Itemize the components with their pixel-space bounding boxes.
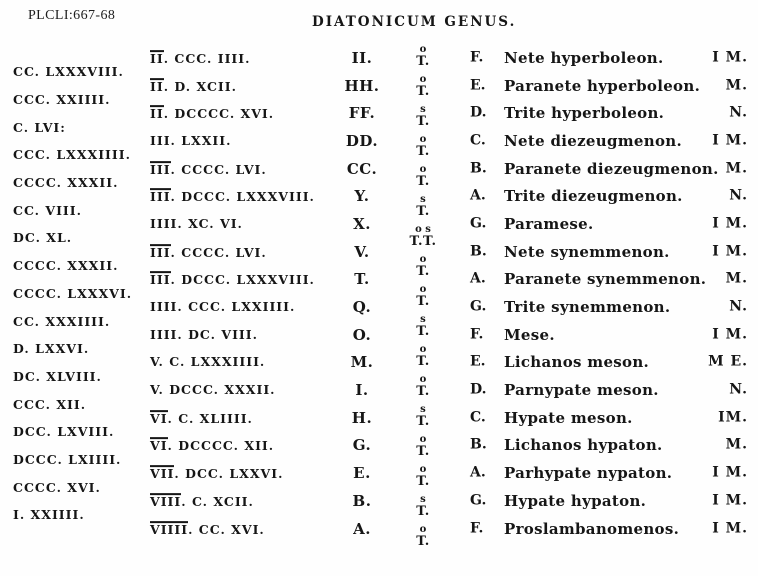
note-name: Parhypate nypaton. <box>504 463 673 482</box>
difference-value: CCCC. XVI. <box>13 479 101 495</box>
point-letter: X. <box>353 214 371 233</box>
interval-marker <box>390 72 456 102</box>
note-letter: B. <box>470 242 487 259</box>
margin-mark: M. <box>725 159 748 176</box>
interval-quality: s <box>420 194 426 205</box>
string-length-value <box>150 105 274 121</box>
string-length-value <box>150 521 265 537</box>
interval-quality: o <box>419 44 427 55</box>
length-overlined-part: VII <box>150 466 175 482</box>
length-rest-part: . C. XCII. <box>181 493 254 509</box>
interval-quality: o <box>419 524 427 535</box>
length-rest-part: . D. XCII. <box>163 78 237 94</box>
string-length-value <box>150 217 243 231</box>
string-length-value <box>150 300 295 314</box>
interval-quality: o <box>419 344 427 355</box>
point-letter: M. <box>350 353 374 372</box>
note-letter: G. <box>470 298 487 315</box>
length-rest-part: . CCC. IIII. <box>163 50 251 66</box>
string-length-value <box>150 188 315 204</box>
length-rest-part: IIII. CCC. LXXIIII. <box>150 299 296 315</box>
margin-mark: IM. <box>718 409 748 426</box>
length-overlined-part: VIII <box>150 493 182 509</box>
length-overlined-part: II <box>150 106 164 122</box>
interval-tone: T. <box>416 354 430 369</box>
margin-mark: M E. <box>708 353 748 370</box>
string-length-value <box>150 438 274 454</box>
point-letter: II. <box>351 48 373 67</box>
interval-quality: s <box>420 404 426 415</box>
note-letter: D. <box>470 381 487 398</box>
point-letter: T. <box>354 270 370 289</box>
length-rest-part: . CC. XVI. <box>188 521 265 537</box>
length-rest-part: . DCCCC. XII. <box>167 438 275 454</box>
note-name: Paranete synemmenon. <box>504 270 707 289</box>
length-rest-part: . DCCCC. XVI. <box>163 106 275 122</box>
length-rest-part: V. C. LXXXIIII. <box>150 354 266 370</box>
note-letter: C. <box>470 409 486 426</box>
margin-mark: I M. <box>712 464 748 481</box>
note-name: Hypate hypaton. <box>504 491 647 510</box>
length-overlined-part: VIIII <box>150 521 189 537</box>
note-name: Hypate meson. <box>504 408 633 427</box>
interval-tone: T. <box>416 84 430 99</box>
note-name: Lichanos hypaton. <box>504 436 663 455</box>
margin-mark: I M. <box>712 132 748 149</box>
point-letter: HH. <box>344 76 380 95</box>
point-letter: Q. <box>352 297 372 316</box>
string-length-value <box>150 161 267 177</box>
note-letter: G. <box>470 215 487 232</box>
interval-tone: T. <box>416 174 430 189</box>
length-overlined-part: III <box>150 161 171 177</box>
interval-tone: T. <box>416 474 430 489</box>
interval-tone: T. <box>416 144 430 159</box>
interval-tone: T. <box>416 294 430 309</box>
point-letter: G. <box>352 436 372 455</box>
length-rest-part: . DCC. LXXVI. <box>174 466 284 482</box>
note-letter: A. <box>470 464 486 481</box>
note-name: Lichanos meson. <box>504 353 650 372</box>
length-rest-part: . DCCC. LXXXVIII. <box>170 272 315 288</box>
length-overlined-part: II <box>150 78 164 94</box>
point-letter: Y. <box>354 187 370 206</box>
note-name: Mese. <box>504 325 555 344</box>
page-title: DIATONICUM GENUS. <box>312 14 517 30</box>
difference-value: I. XXIIII. <box>13 507 85 523</box>
interval-marker <box>390 432 456 462</box>
interval-marker <box>390 402 456 432</box>
interval-marker <box>390 312 456 342</box>
interval-tone: T. <box>416 114 430 129</box>
interval-tone: T. <box>416 414 430 429</box>
difference-value: CC. LXXXVIII. <box>13 64 124 80</box>
difference-value: CCCC. LXXXVI. <box>13 285 133 301</box>
difference-column <box>13 58 132 529</box>
note-letter: F. <box>470 49 484 66</box>
note-name: Trite hyperboleon. <box>504 103 665 122</box>
margin-mark: M. <box>725 270 748 287</box>
difference-value: CCCC. XXXII. <box>13 258 119 274</box>
point-letter: FF. <box>348 103 376 122</box>
interval-marker <box>390 462 456 492</box>
string-length-value <box>150 383 276 397</box>
margin-mark: I M. <box>712 326 748 343</box>
difference-value: CCCC. XXXII. <box>13 175 119 191</box>
note-name: Proslambanomenos. <box>504 519 680 538</box>
point-letter: H. <box>351 408 373 427</box>
note-name: Paramese. <box>504 214 594 233</box>
interval-quality: o <box>419 374 427 385</box>
interval-tone: T.T. <box>409 234 437 249</box>
margin-mark: I M. <box>712 492 748 509</box>
margin-mark: I M. <box>712 242 748 259</box>
note-letter: C. <box>470 132 486 149</box>
interval-quality: s <box>420 494 426 505</box>
string-length-value <box>150 271 315 287</box>
length-rest-part: IIII. XC. VI. <box>150 216 243 232</box>
interval-marker <box>390 342 456 372</box>
interval-tone: T. <box>416 324 430 339</box>
string-length-value <box>150 78 237 94</box>
note-letter: B. <box>470 436 487 453</box>
interval-quality: s <box>420 104 426 115</box>
length-rest-part: V. DCCC. XXXII. <box>150 382 276 398</box>
interval-tone: T. <box>416 54 430 69</box>
string-length-value <box>150 244 267 260</box>
margin-mark: N. <box>729 187 748 204</box>
interval-marker <box>390 252 456 282</box>
string-length-value <box>150 493 254 509</box>
note-letter: G. <box>470 492 487 509</box>
difference-value: CCC. LXXXIIII. <box>13 147 131 163</box>
point-letter: DD. <box>345 131 379 150</box>
difference-value: D. LXXVI. <box>13 341 90 357</box>
interval-column <box>390 42 456 552</box>
note-name: Nete synemmenon. <box>504 242 670 261</box>
interval-marker <box>390 492 456 522</box>
point-letter: E. <box>353 463 371 482</box>
difference-value: CC. XXXIIII. <box>13 313 111 329</box>
interval-tone: T. <box>416 504 430 519</box>
string-length-value <box>150 465 283 481</box>
point-letter: O. <box>352 325 372 344</box>
margin-mark: I M. <box>712 49 748 66</box>
difference-value: CCC. XII. <box>13 396 87 412</box>
interval-tone: T. <box>416 534 430 549</box>
difference-value: DCCC. LXIIII. <box>13 451 122 467</box>
interval-marker <box>390 132 456 162</box>
interval-marker <box>390 162 456 192</box>
note-name: Trite synemmenon. <box>504 297 671 316</box>
interval-tone: T. <box>416 384 430 399</box>
interval-quality: o <box>419 74 427 85</box>
difference-value: DCC. LXVIII. <box>13 424 115 440</box>
margin-mark: M. <box>725 436 748 453</box>
length-rest-part: IIII. DC. VIII. <box>150 326 258 342</box>
length-overlined-part: III <box>150 189 171 205</box>
string-length-value <box>150 50 250 66</box>
note-letter: F. <box>470 519 484 536</box>
length-overlined-part: II <box>150 50 164 66</box>
margin-mark: I M. <box>712 215 748 232</box>
string-length-value <box>150 356 265 370</box>
length-overlined-part: III <box>150 272 171 288</box>
interval-tone: T. <box>416 204 430 219</box>
note-letter: D. <box>470 104 487 121</box>
point-letter: I. <box>355 380 369 399</box>
interval-tone: T. <box>416 264 430 279</box>
interval-quality: o <box>419 254 427 265</box>
difference-value: CC. VIII. <box>13 202 82 218</box>
note-letter: F. <box>470 326 484 343</box>
interval-marker <box>390 42 456 72</box>
difference-value: CCC. XXIIII. <box>13 92 111 108</box>
difference-value: DC. XLVIII. <box>13 368 102 384</box>
string-length-value <box>150 134 231 148</box>
length-rest-part: . DCCC. LXXXVIII. <box>170 189 315 205</box>
point-letter: CC. <box>346 159 378 178</box>
interval-marker <box>390 282 456 312</box>
interval-quality: o s <box>415 224 431 235</box>
length-overlined-part: III <box>150 244 171 260</box>
point-letter: V. <box>354 242 370 261</box>
margin-mark: N. <box>729 298 748 315</box>
interval-quality: o <box>419 284 427 295</box>
note-letter: E. <box>470 353 486 370</box>
note-name: Paranete hyperboleon. <box>504 76 701 95</box>
note-letter: B. <box>470 159 487 176</box>
note-letter: E. <box>470 76 486 93</box>
length-overlined-part: VI <box>150 410 168 426</box>
interval-marker <box>390 372 456 402</box>
note-name: Nete hyperboleon. <box>504 48 664 67</box>
interval-quality: s <box>420 314 426 325</box>
length-overlined-part: VI <box>150 438 168 454</box>
interval-quality: o <box>419 164 427 175</box>
difference-value: DC. XL. <box>13 230 73 246</box>
string-length-value <box>150 410 253 426</box>
interval-quality: o <box>419 434 427 445</box>
interval-quality: o <box>419 134 427 145</box>
note-name: Nete diezeugmenon. <box>504 131 682 150</box>
note-name: Trite diezeugmenon. <box>504 187 683 206</box>
interval-marker <box>390 102 456 132</box>
interval-marker <box>390 522 456 552</box>
interval-tone: T. <box>416 444 430 459</box>
length-rest-part: III. LXXII. <box>150 133 232 149</box>
difference-value: C. LVI: <box>13 119 66 135</box>
point-letter: B. <box>352 491 372 510</box>
interval-marker <box>390 222 456 252</box>
note-name: Paranete diezeugmenon. <box>504 159 719 178</box>
margin-mark: M. <box>725 76 748 93</box>
string-length-value <box>150 328 258 342</box>
margin-mark: I M. <box>712 519 748 536</box>
length-rest-part: . C. XLIIII. <box>167 410 253 426</box>
note-letter: A. <box>470 187 486 204</box>
note-name: Parnypate meson. <box>504 380 659 399</box>
length-rest-part: . CCCC. LVI. <box>170 161 267 177</box>
margin-mark: N. <box>729 381 748 398</box>
interval-marker <box>390 192 456 222</box>
margin-mark: N. <box>729 104 748 121</box>
citation: PLCLI:667-68 <box>28 8 116 23</box>
interval-quality: o <box>419 464 427 475</box>
point-letter: A. <box>353 519 371 538</box>
note-letter: A. <box>470 270 486 287</box>
length-rest-part: . CCCC. LVI. <box>170 244 267 260</box>
